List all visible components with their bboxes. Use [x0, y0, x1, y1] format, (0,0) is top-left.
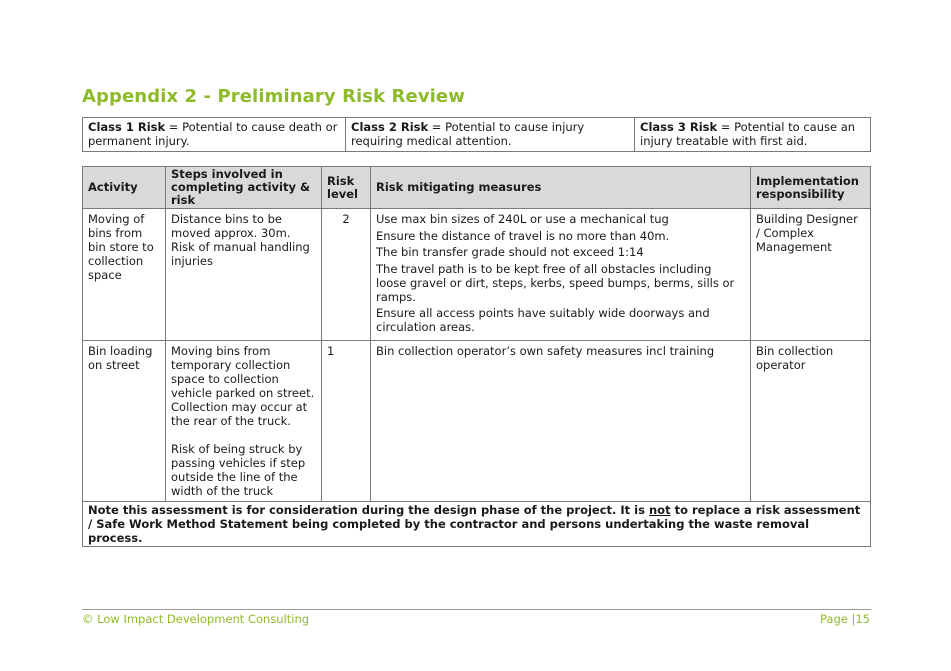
- risk-class-3: Class 3 Risk = Potential to cause an injury treatable with first aid.: [635, 118, 871, 152]
- cell-steps: Distance bins to be moved approx. 30m. Risk of manual handling injuries: [166, 209, 322, 341]
- assessment-note: Note this assessment is for consideration during the design phase of the project. It is not to replace a risk assessment / Safe Work Method Statement being completed by the contractor and persons undertaking the waste removal process.: [83, 501, 871, 546]
- header-measures: Risk mitigating measures: [371, 167, 751, 209]
- table-header-row: [83, 167, 871, 209]
- table-row: [83, 340, 871, 501]
- measure-item: The bin transfer grade should not exceed 1:14: [376, 245, 644, 259]
- page-title: Appendix 2 - Preliminary Risk Review: [82, 86, 465, 107]
- cell-steps: [166, 340, 322, 501]
- header-risk-level: Risk level: [322, 167, 371, 209]
- footer-divider: [82, 609, 871, 610]
- note-row: [83, 501, 871, 546]
- header-activity: Activity: [83, 167, 166, 209]
- cell-activity: Bin loading on street: [83, 340, 166, 501]
- risk-class-1: Class 1 Risk = Potential to cause death or permanent injury.: [83, 118, 346, 152]
- risk-review-table: [82, 166, 871, 547]
- measure-item: Ensure all access points have suitably wide doorways and circulation areas.: [376, 306, 710, 334]
- footer-copyright: © Low Impact Development Consulting: [82, 612, 310, 626]
- header-responsibility: Implementation responsibility: [751, 167, 871, 209]
- cell-measures: [371, 340, 751, 501]
- table-row: [83, 209, 871, 341]
- risk-class-2: Class 2 Risk = Potential to cause injury requiring medical attention.: [346, 118, 635, 152]
- cell-activity: Moving of bins from bin store to collection space: [83, 209, 166, 341]
- cell-measures: [371, 209, 751, 341]
- cell-responsibility: Building Designer / Complex Management: [751, 209, 871, 341]
- header-steps: Steps involved in completing activity & risk: [166, 167, 322, 209]
- risk-class-table: [82, 117, 871, 152]
- measure-item: Ensure the distance of travel is no more than 40m.: [376, 228, 670, 243]
- cell-risk-level: 1: [322, 340, 371, 501]
- steps-risk-text: Risk of being struck by passing vehicles if step outside the line of the width of the truck: [171, 441, 306, 498]
- cell-responsibility: Bin collection operator: [751, 340, 871, 501]
- steps-text: Moving bins from temporary collection space to collection vehicle parked on street. Collection may occur at the rear of the truck.: [171, 343, 315, 428]
- cell-risk-level: 2: [322, 209, 371, 341]
- measure-item: Use max bin sizes of 240L or use a mechanical tug: [376, 212, 669, 226]
- footer-page-number: Page |15: [819, 612, 870, 626]
- measure-item: The travel path is to be kept free of all obstacles including loose gravel or dirt, steps, kerbs, speed bumps, berms, sills or ramps.: [376, 261, 735, 304]
- measure-item: Bin collection operator’s own safety measures incl training: [376, 343, 715, 358]
